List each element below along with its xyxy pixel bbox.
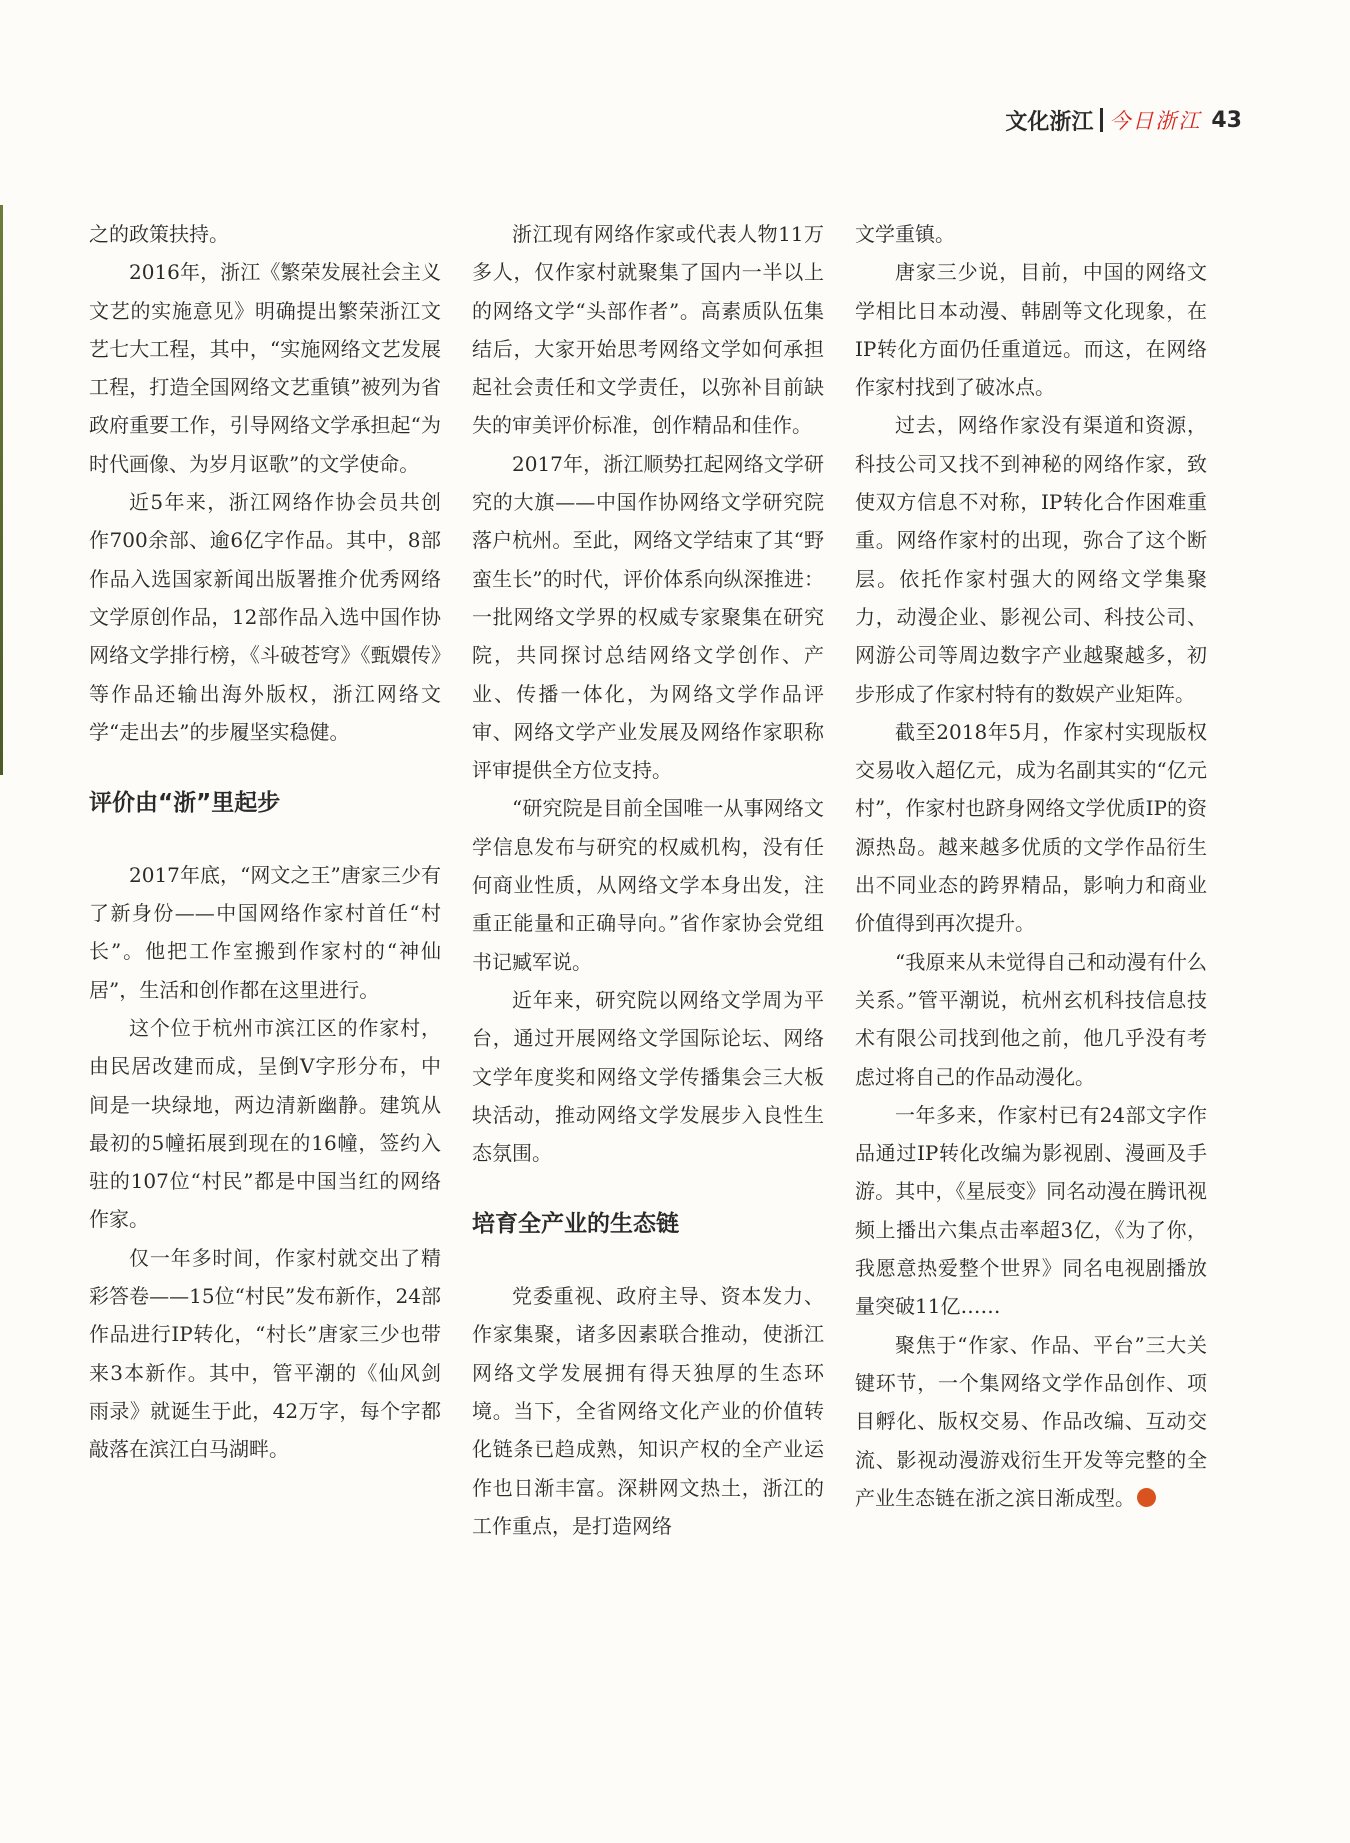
magazine-logo: 今日浙江: [1109, 109, 1202, 133]
paragraph: 过去，网络作家没有渠道和资源，科技公司又找不到神秘的网络作家，致使双方信息不对称，IP转化合作困难重重。网络作家村的出现，弥合了这个断层。依托作家村强大的网络文学集聚力，动漫企业、影视公司、科技公司、网游公司等周边数字产业越聚越多，初步形成了作家村特有的数娱产业矩阵。: [855, 413, 1207, 706]
paragraph-final-text: 聚焦于“作家、作品、平台”三大关键环节，一个集网络文学作品创作、项目孵化、版权交易、作品改编、互动交流、影视动漫游戏衍生开发等完整的全产业生态链在浙之滨日渐成型。: [855, 1332, 1207, 1510]
paragraph-final: [855, 1326, 1207, 1517]
paragraph: 党委重视、政府主导、资本发力、作家集聚，诸多因素联合推动，使浙江网络文学发展拥有得天独厚的生态环境。当下，全省网络文化产业的价值转化链条已趋成熟，知识产权的全产业运作也日渐丰富。深耕网文热土，浙江的工作重点，是打造网络: [472, 1284, 824, 1538]
column-3: [855, 215, 1207, 1517]
spacer: [89, 751, 441, 765]
paragraph: 唐家三少说，目前，中国的网络文学相比日本动漫、韩剧等文化现象，在IP转化方面仍任重道远。而这，在网络作家村找到了破冰点。: [855, 260, 1207, 400]
section-heading: 评价由“浙”里起步: [89, 790, 281, 817]
paragraph: 一年多来，作家村已有24部文字作品通过IP转化改编为影视剧、漫画及手游。其中，《星辰变》同名动漫在腾讯视频上播出六集点击率超3亿，《为了你，我愿意热爱整个世界》同名电视剧播放量突破11亿……: [855, 1102, 1207, 1319]
paragraph: 浙江现有网络作家或代表人物11万多人，仅作家村就聚集了国内一半以上的网络文学“头部作者”。高素质队伍集结后，大家开始思考网络文学如何承担起社会责任和文学责任，以弥补目前缺失的审美评价标准，创作精品和佳作。: [472, 222, 824, 438]
section-name: 文化浙江: [1005, 109, 1094, 135]
paragraph: 这个位于杭州市滨江区的作家村，由民居改建而成，呈倒V字形分布，中间是一块绿地，两边清新幽静。建筑从最初的5幢拓展到现在的16幢，签约入驻的107位“村民”都是中国当红的网络作家。: [89, 1015, 441, 1232]
paragraph: 仅一年多时间，作家村就交出了精彩答卷——15位“村民”发布新作，24部作品进行IP转化，“村长”唐家三少也带来3本新作。其中，管平潮的《仙风剑雨录》就诞生于此，42万字，每个字都敲落在滨江白马湖畔。: [89, 1245, 441, 1462]
column-1: [89, 215, 441, 1469]
paragraph: 之的政策扶持。: [89, 222, 229, 246]
paragraph: “我原来从未觉得自己和动漫有什么关系。”管平潮说，杭州玄机科技信息技术有限公司找到他之前，他几乎没有考虑过将自己的作品动漫化。: [855, 949, 1207, 1089]
header-divider: [1100, 108, 1103, 132]
paragraph: 近5年来，浙江网络作协会员共创作700余部、逾6亿字作品。其中，8部作品入选国家新闻出版署推介优秀网络文学原创作品，12部作品入选中国作协网络文学排行榜，《斗破苍穹》《甄嬛传》等作品还输出海外版权，浙江网络文学“走出去”的步履坚实稳健。: [89, 490, 441, 744]
paragraph: 近年来，研究院以网络文学周为平台，通过开展网络文学国际论坛、网络文学年度奖和网络文学传播集会三大板块活动，推动网络文学发展步入良性生态氛围。: [472, 987, 824, 1166]
end-mark-icon: [1137, 1488, 1156, 1507]
page-number: 43: [1211, 107, 1242, 133]
paragraph: 文学重镇。: [855, 222, 955, 246]
spacer: [472, 1263, 824, 1277]
paragraph: “研究院是目前全国唯一从事网络文学信息发布与研究的权威机构，没有任何商业性质，从网络文学本身出发，注重正能量和正确导向。”省作家协会党组书记臧军说。: [472, 796, 824, 974]
page-header: [1005, 104, 1242, 136]
paragraph: 2017年，浙江顺势扛起网络文学研究的大旗——中国作协网络文学研究院落户杭州。至此，网络文学结束了其“野蛮生长”的时代，评价体系向纵深推进：一批网络文学界的权威专家聚集在研究院，共同探讨总结网络文学创作、产业、传播一体化，为网络文学作品评审、网络文学产业发展及网络作家职称评审提供全方位支持。: [472, 451, 824, 783]
spacer: [472, 1172, 824, 1186]
page-edge-photo-strip: [0, 205, 3, 775]
paragraph: 截至2018年5月，作家村实现版权交易收入超亿元，成为名副其实的“亿元村”，作家村也跻身网络文学优质IP的资源热岛。越来越多优质的文学作品衍生出不同业态的跨界精品，影响力和商业价值得到再次提升。: [855, 719, 1207, 936]
paragraph: 2016年，浙江《繁荣发展社会主义文艺的实施意见》明确提出繁荣浙江文艺七大工程，其中，“实施网络文艺发展工程，打造全国网络文艺重镇”被列为省政府重要工作，引导网络文学承担起“为时代画像、为岁月讴歌”的文学使命。: [89, 260, 441, 476]
paragraph: 2017年底，“网文之王”唐家三少有了新身份——中国网络作家村首任“村长”。他把工作室搬到作家村的“神仙居”，生活和创作都在这里进行。: [89, 862, 441, 1002]
section-heading: 培育全产业的生态链: [472, 1211, 679, 1238]
column-2: [472, 215, 824, 1545]
spacer: [89, 842, 441, 856]
